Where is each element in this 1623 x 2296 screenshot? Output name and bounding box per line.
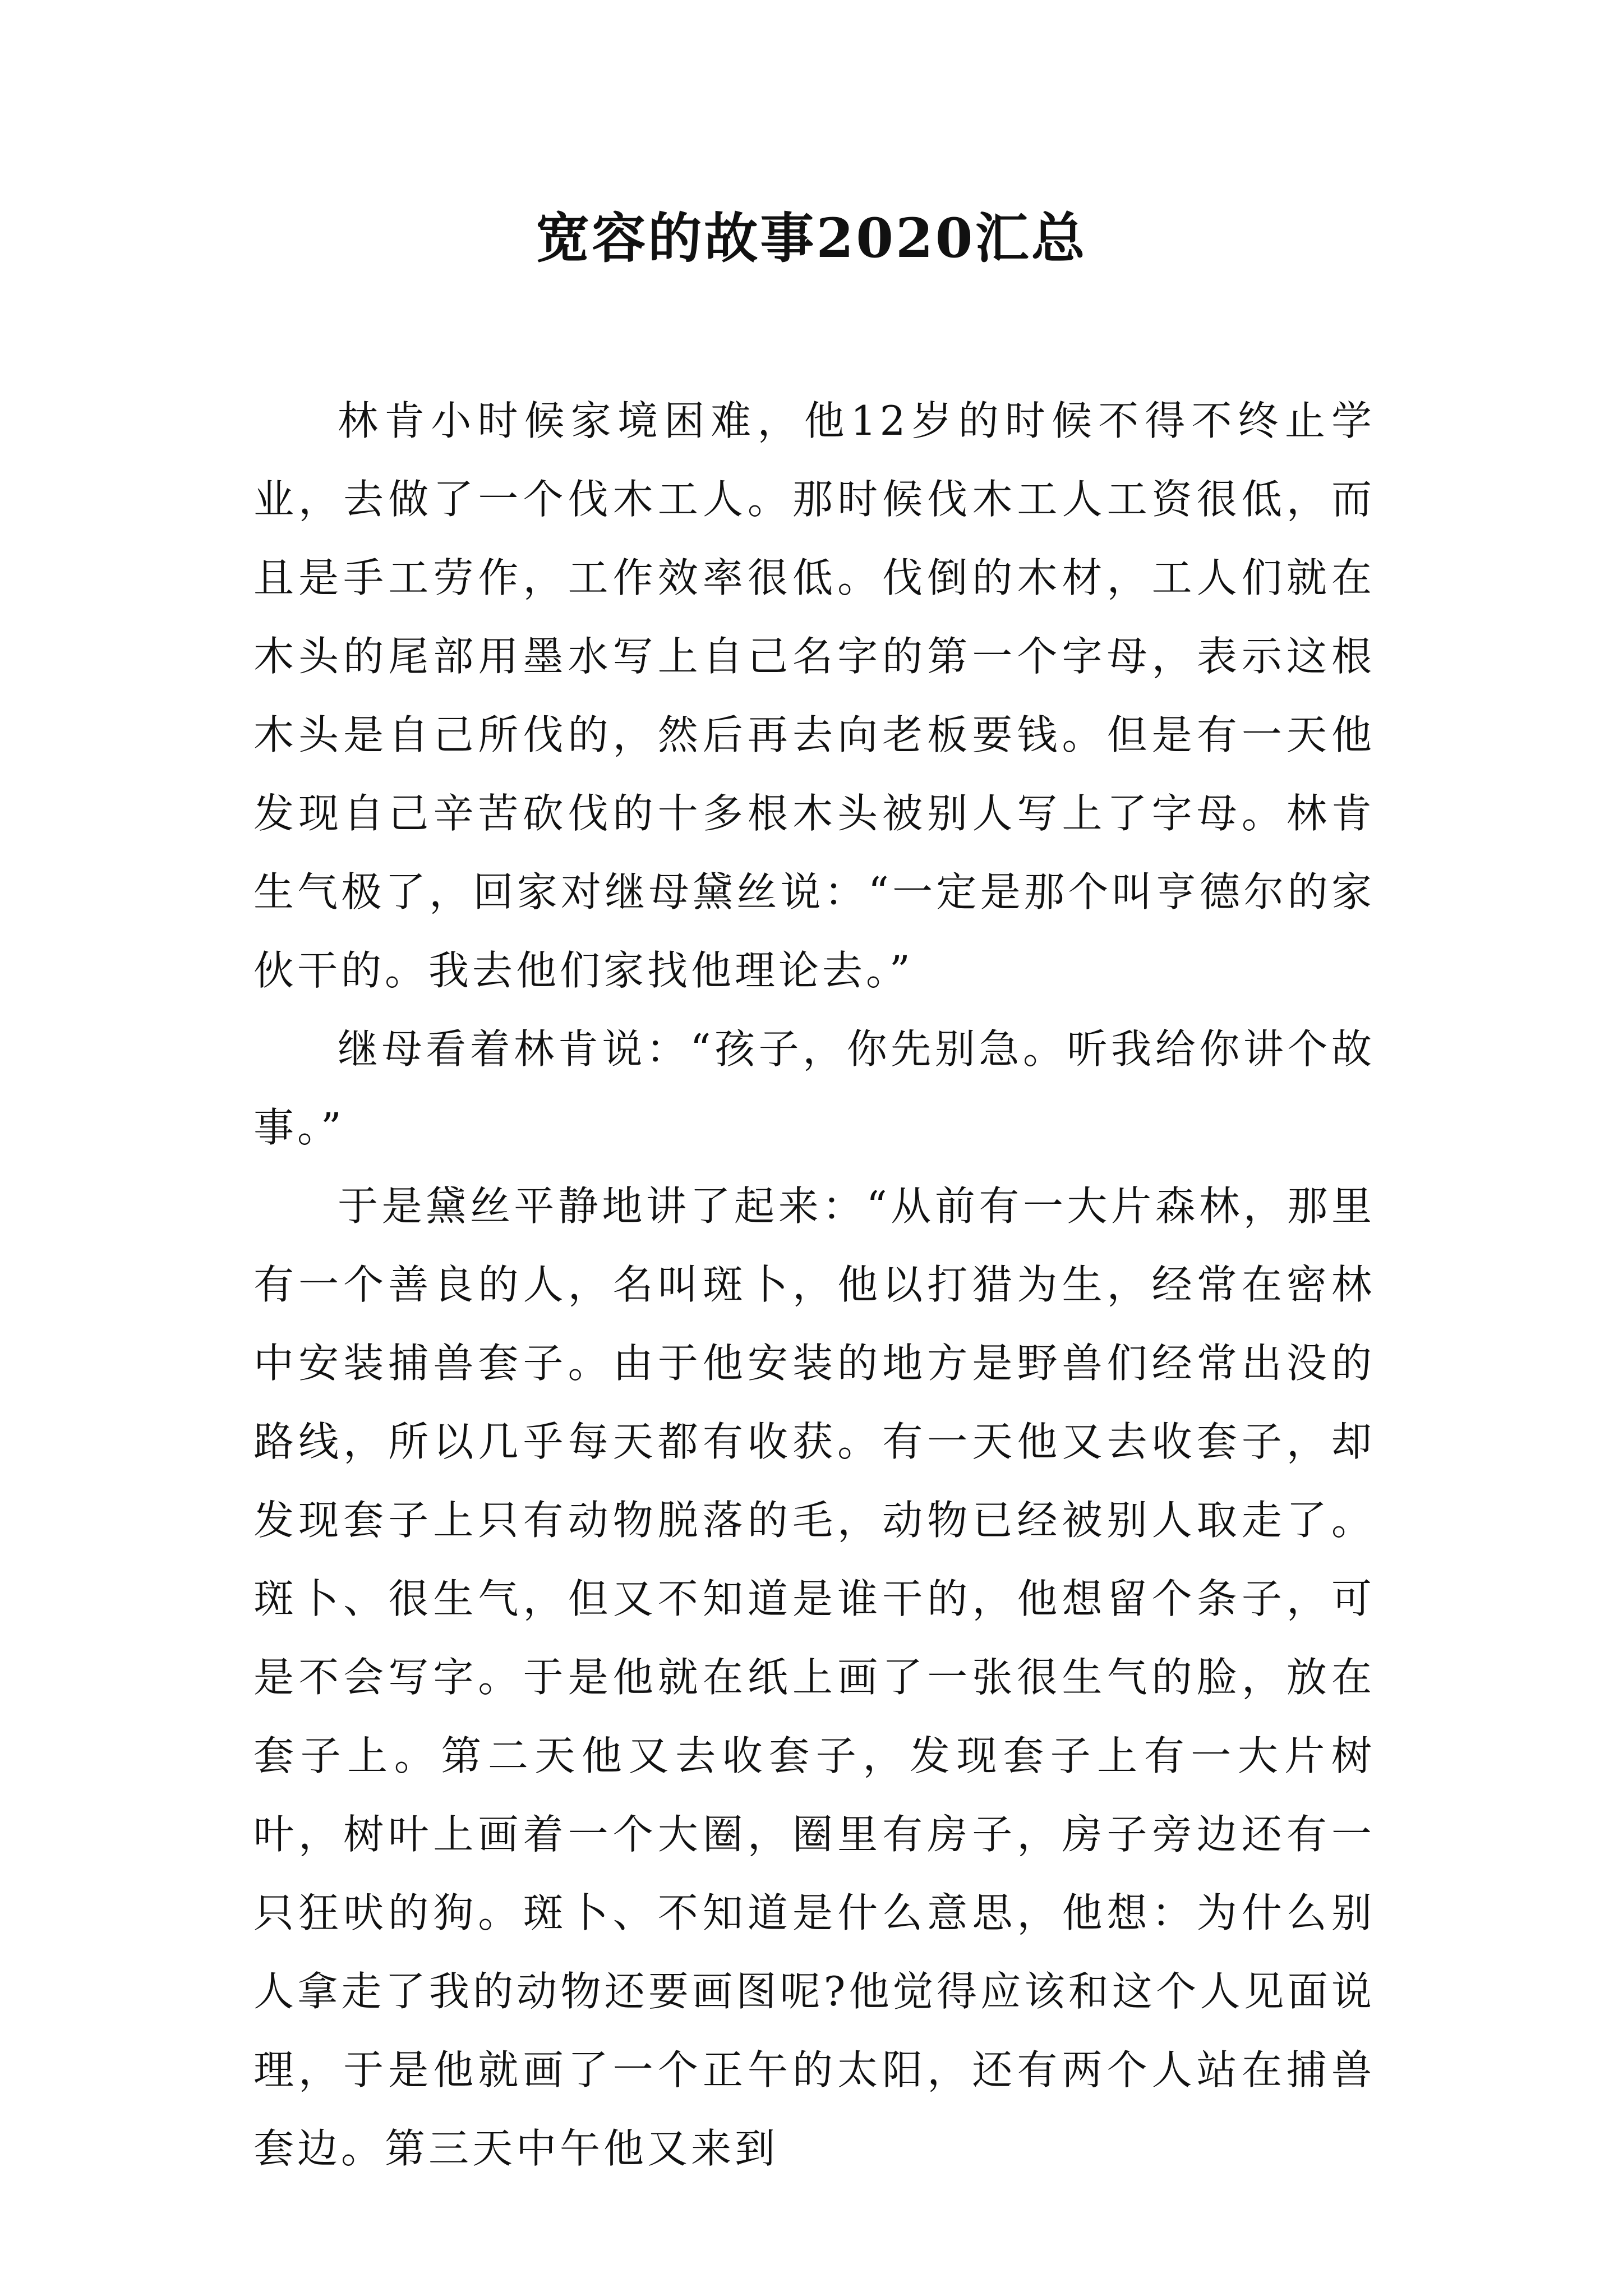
document-title: 宽容的故事2020汇总 xyxy=(536,206,1087,270)
document-body xyxy=(253,381,1375,2188)
paragraph-2: 继母看着林肯说：“孩子，你先别急。听我给你讲个故事。” xyxy=(253,1025,1375,1151)
paragraph-1: 林肯小时候家境困难，他12岁的时候不得不终止学业，去做了一个伐木工人。那时候伐木工人工资很低，而且是手工劳作，工作效率很低。伐倒的木材，工人们就在木头的尾部用墨水写上自己名字的第一个字母，表示这根木头是自己所伐的，然后再去向老板要钱。但是有一天他发现自己辛苦砍伐的十多根木头被别人写上了字母。林肯生气极了，回家对继母黛丝说：“一定是那个叫亨德尔的家伙干的。我去他们家找他理论去。” xyxy=(253,397,1375,994)
paragraph-3: 于是黛丝平静地讲了起来：“从前有一大片森林，那里有一个善良的人，名叫斑卜，他以打猎为生，经常在密林中安装捕兽套子。由于他安装的地方是野兽们经常出没的路线，所以几乎每天都有收获。有一天他又去收套子，却发现套子上只有动物脱落的毛，动物已经被别人取走了。斑卜、很生气，但又不知道是谁干的，他想留个条子，可是不会写字。于是他就在纸上画了一张很生气的脸，放在套子上。第二天他又去收套子，发现套子上有一大片树叶，树叶上画着一个大圈，圈里有房子，房子旁边还有一只狂吠的狗。斑卜、不知道是什么意思，他想：为什么别人拿走了我的动物还要画图呢?他觉得应该和这个人见面说理，于是他就画了一个正午的太阳，还有两个人站在捕兽套边。第三天中午他又来到 xyxy=(253,1182,1375,2172)
